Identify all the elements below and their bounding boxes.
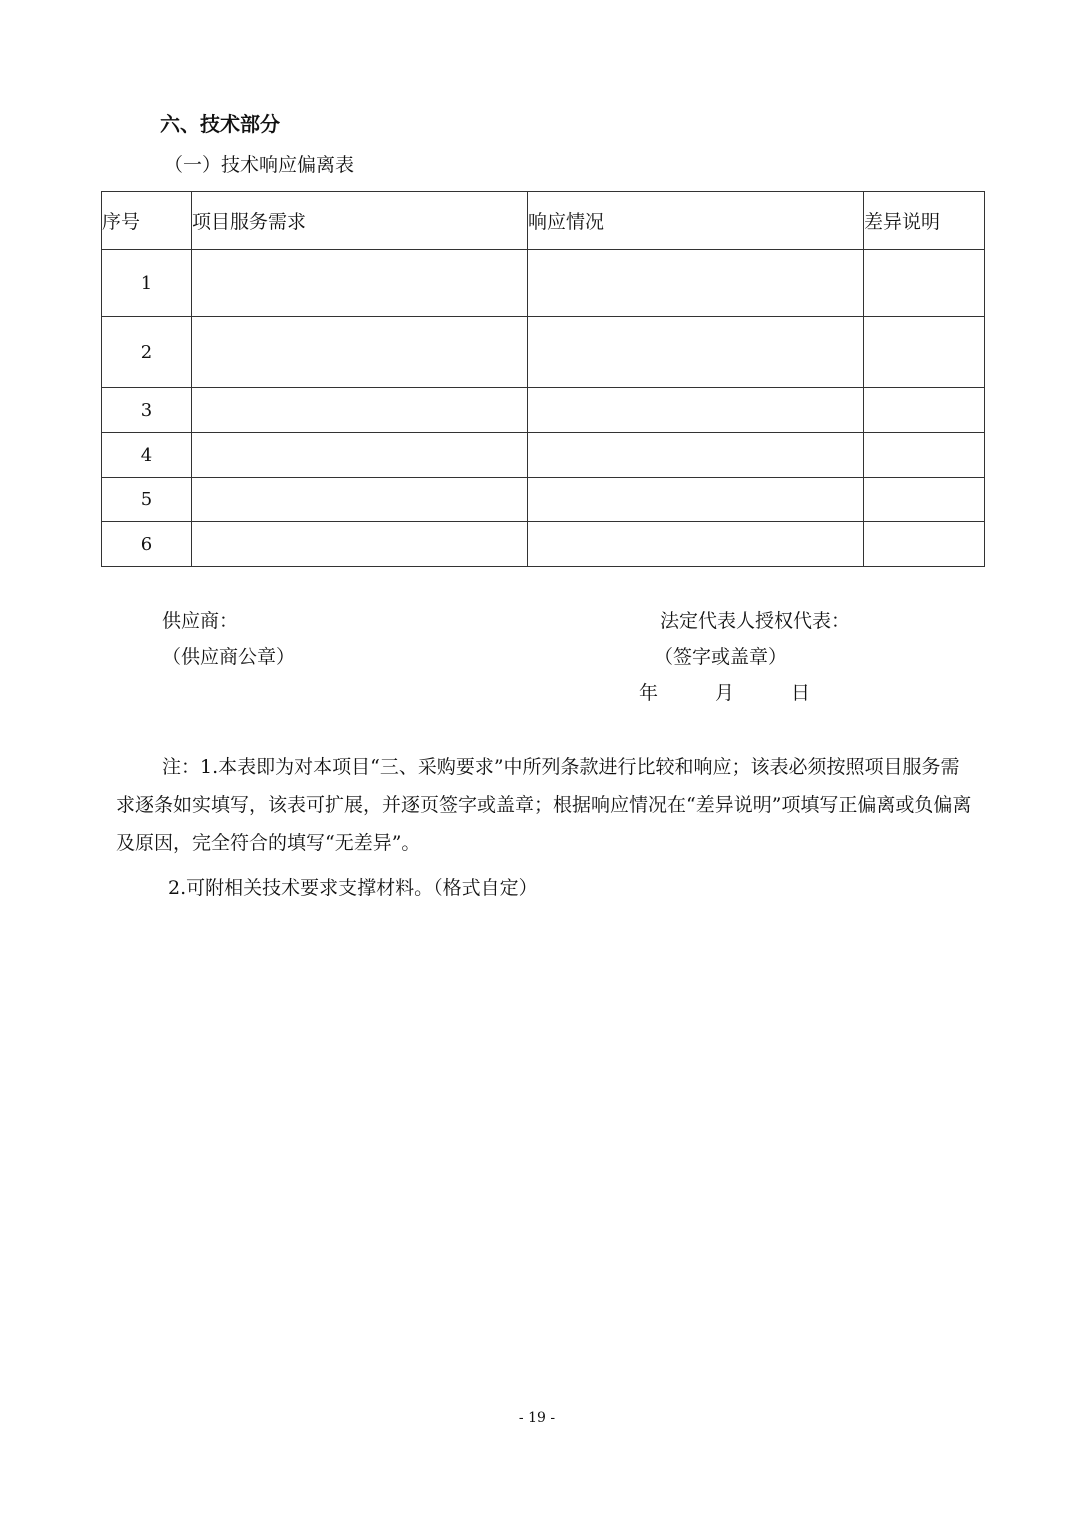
header-difference: 差异说明 <box>864 192 985 250</box>
header-seq: 序号 <box>102 192 192 250</box>
note-paragraph-2: 2.可附相关技术要求支撑材料。（格式自定） <box>168 877 538 899</box>
row-number: 3 <box>102 388 192 433</box>
deviation-table <box>101 191 985 567</box>
requirement-cell[interactable] <box>192 433 528 478</box>
difference-cell[interactable] <box>864 317 985 388</box>
difference-cell[interactable] <box>864 388 985 433</box>
difference-cell[interactable] <box>864 433 985 478</box>
date-year: 年 <box>639 682 659 704</box>
row-number: 6 <box>102 522 192 567</box>
response-cell[interactable] <box>528 433 864 478</box>
difference-cell[interactable] <box>864 522 985 567</box>
row-number: 4 <box>102 433 192 478</box>
representative-seal: （签字或盖章） <box>654 646 788 668</box>
difference-cell[interactable] <box>864 478 985 522</box>
section-title: 六、技术部分 <box>160 112 280 136</box>
requirement-cell[interactable] <box>192 250 528 317</box>
table-row <box>102 522 985 567</box>
table-row <box>102 388 985 433</box>
requirement-cell[interactable] <box>192 388 528 433</box>
note-paragraph-1: 注：1.本表即为对本项目“三、采购要求”中所列条款进行比较和响应；该表必须按照项目服务需求逐条如实填写，该表可扩展，并逐页签字或盖章；根据响应情况在“差异说明”项填写正偏离或负偏离及原因，完全符合的填写“无差异”。 <box>116 756 972 854</box>
header-requirement: 项目服务需求 <box>192 192 528 250</box>
response-cell[interactable] <box>528 522 864 567</box>
requirement-cell[interactable] <box>192 478 528 522</box>
table-row <box>102 433 985 478</box>
requirement-cell[interactable] <box>192 522 528 567</box>
response-cell[interactable] <box>528 478 864 522</box>
response-cell[interactable] <box>528 317 864 388</box>
response-cell[interactable] <box>528 388 864 433</box>
representative-label: 法定代表人授权代表： <box>660 610 851 632</box>
date-day: 日 <box>791 682 811 704</box>
date-month: 月 <box>715 682 735 704</box>
table-header-row <box>102 192 985 250</box>
row-number: 5 <box>102 478 192 522</box>
response-cell[interactable] <box>528 250 864 317</box>
table-row <box>102 250 985 317</box>
row-number: 1 <box>102 250 192 317</box>
page-number: - 19 - <box>518 1410 556 1426</box>
supplier-seal: （供应商公章） <box>162 646 296 668</box>
table-title: （一）技术响应偏离表 <box>164 154 355 176</box>
requirement-cell[interactable] <box>192 317 528 388</box>
supplier-label: 供应商： <box>162 610 239 632</box>
difference-cell[interactable] <box>864 250 985 317</box>
table-row <box>102 317 985 388</box>
row-number: 2 <box>102 317 192 388</box>
table-row <box>102 478 985 522</box>
header-response: 响应情况 <box>528 192 864 250</box>
